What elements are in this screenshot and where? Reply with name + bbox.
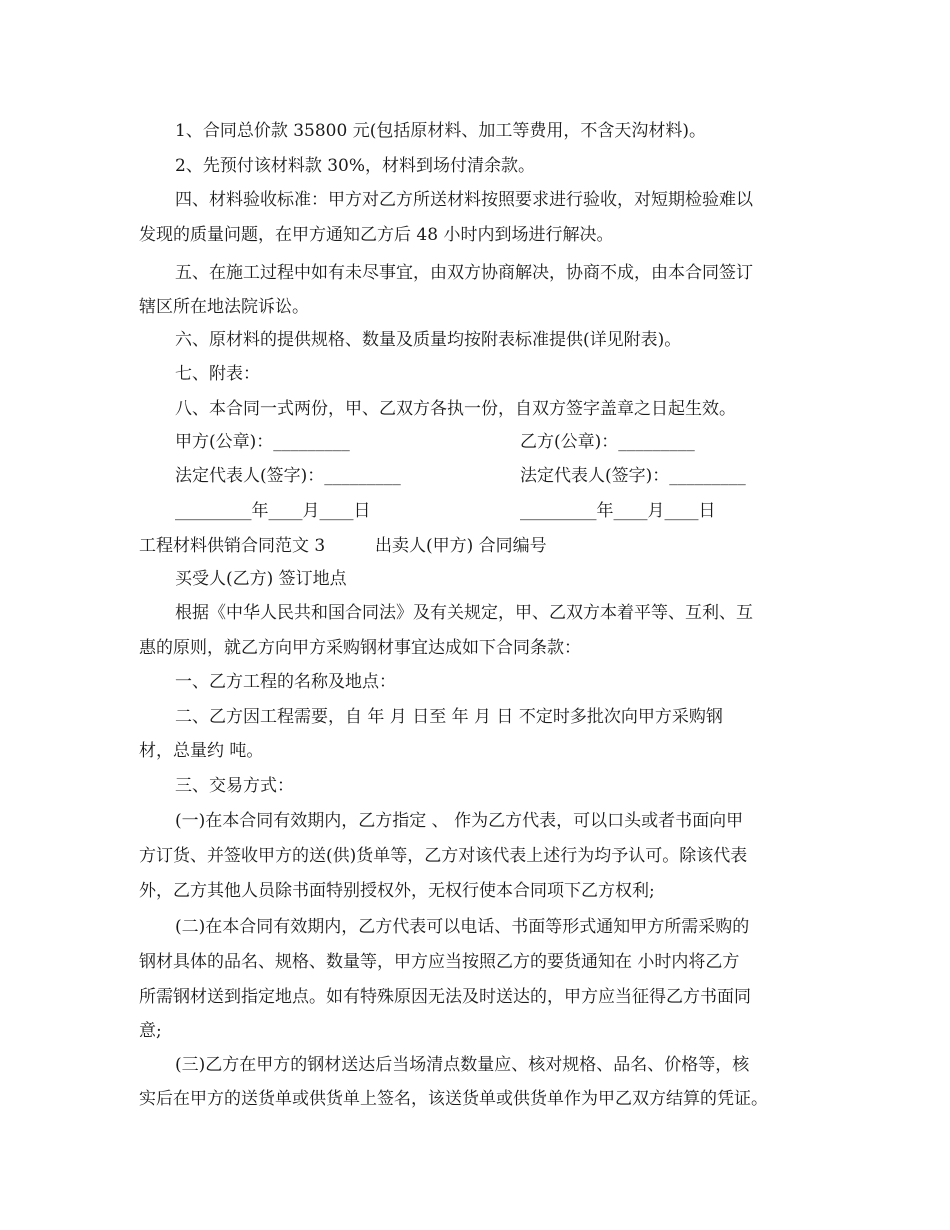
text-segment: 材，总量约 吨。 [139, 741, 264, 761]
text-line [0, 564, 950, 594]
text-segment: 发现的质量问题，在甲方通知乙方后 48 小时内到场进行解决。 [139, 225, 614, 245]
text-line [0, 982, 950, 1012]
text-segment: 外，乙方其他人员除书面特别授权外，无权行使本合同项下乙方权利; [139, 881, 655, 901]
text-segment: 方订货、并签收甲方的送(供)货单等，乙方对该代表上述行为均予认可。除该代表 [139, 846, 748, 866]
text-line [0, 427, 950, 457]
text-segment: 六、原材料的提供规格、数量及质量均按附表标准提供(详见附表)。 [175, 330, 682, 350]
text-line [0, 461, 950, 491]
text-segment: 根据《中华人民共和国合同法》及有关规定，甲、乙双方本着平等、互利、互 [175, 603, 753, 623]
text-segment: 五、在施工过程中如有未尽事宜，由双方协商解决，协商不成，由本合同签订 [175, 263, 753, 283]
text-segment: 2、先预付该材料款 30%，材料到场付清余款。 [175, 156, 536, 176]
text-segment: 一、乙方工程的名称及地点： [175, 672, 396, 692]
text-line [0, 359, 950, 389]
text-line [0, 531, 950, 561]
text-line [0, 806, 950, 836]
text-line [0, 771, 950, 801]
text-line [0, 1050, 950, 1080]
text-segment: 钢材具体的品名、规格、数量等，甲方应当按照乙方的要货通知在 小时内将乙方 [139, 952, 740, 972]
text-segment: _________年____月____日 [520, 501, 716, 521]
text-line [0, 220, 950, 250]
text-segment: 出卖人(甲方) 合同编号 [375, 536, 547, 556]
text-segment: (三)乙方在甲方的钢材送达后当场清点数量应、核对规格、品名、价格等，核 [175, 1055, 750, 1075]
text-line [0, 1084, 950, 1114]
text-segment: _________年____月____日 [175, 501, 371, 521]
text-line [0, 667, 950, 697]
text-segment: 实后在甲方的送货单或供货单上签名，该送货单或供货单作为甲乙双方结算的凭证。 [139, 1089, 768, 1109]
text-line [0, 736, 950, 766]
text-segment: 法定代表人(签字)：_________ [520, 466, 746, 486]
text-segment: 八、本合同一式两份，甲、乙双方各执一份，自双方签字盖章之日起生效。 [175, 399, 736, 419]
text-line [0, 394, 950, 424]
text-segment: 乙方(公章)：_________ [520, 432, 695, 452]
text-line [0, 292, 950, 322]
text-segment: 惠的原则，就乙方向甲方采购钢材事宜达成如下合同条款： [139, 638, 581, 658]
text-line [0, 841, 950, 871]
text-line [0, 633, 950, 663]
text-segment: (二)在本合同有效期内，乙方代表可以电话、书面等形式通知甲方所需采购的 [175, 917, 750, 937]
text-segment: 工程材料供销合同范文 3 [139, 536, 326, 556]
text-segment: 甲方(公章)：_________ [175, 432, 350, 452]
text-segment: 二、乙方因工程需要，自 年 月 日至 年 月 日 不定时多批次向甲方采购钢 [175, 707, 723, 727]
text-segment: 所需钢材送到指定地点。如有特殊原因无法及时送达的，甲方应当征得乙方书面同 [139, 987, 751, 1007]
text-segment: (一)在本合同有效期内，乙方指定 、 作为乙方代表，可以口头或者书面向甲 [175, 811, 744, 831]
text-segment: 三、交易方式： [175, 776, 294, 796]
text-segment: 七、附表： [175, 364, 260, 384]
text-line [0, 258, 950, 288]
text-segment: 辖区所在地法院诉讼。 [139, 297, 309, 317]
text-line [0, 876, 950, 906]
text-segment: 四、材料验收标准：甲方对乙方所送材料按照要求进行验收，对短期检验难以 [175, 190, 753, 210]
text-line [0, 325, 950, 355]
text-line [0, 947, 950, 977]
text-line [0, 702, 950, 732]
text-segment: 法定代表人(签字)：_________ [175, 466, 401, 486]
text-line [0, 598, 950, 628]
text-line [0, 912, 950, 942]
text-line [0, 496, 950, 526]
text-segment: 1、合同总价款 35800 元(包括原材料、加工等费用，不含天沟材料)。 [175, 121, 706, 141]
text-line [0, 116, 950, 146]
text-segment: 买受人(乙方) 签订地点 [175, 569, 347, 589]
text-segment: 意; [139, 1021, 162, 1041]
text-line [0, 151, 950, 181]
text-line [0, 1016, 950, 1046]
text-line [0, 185, 950, 215]
